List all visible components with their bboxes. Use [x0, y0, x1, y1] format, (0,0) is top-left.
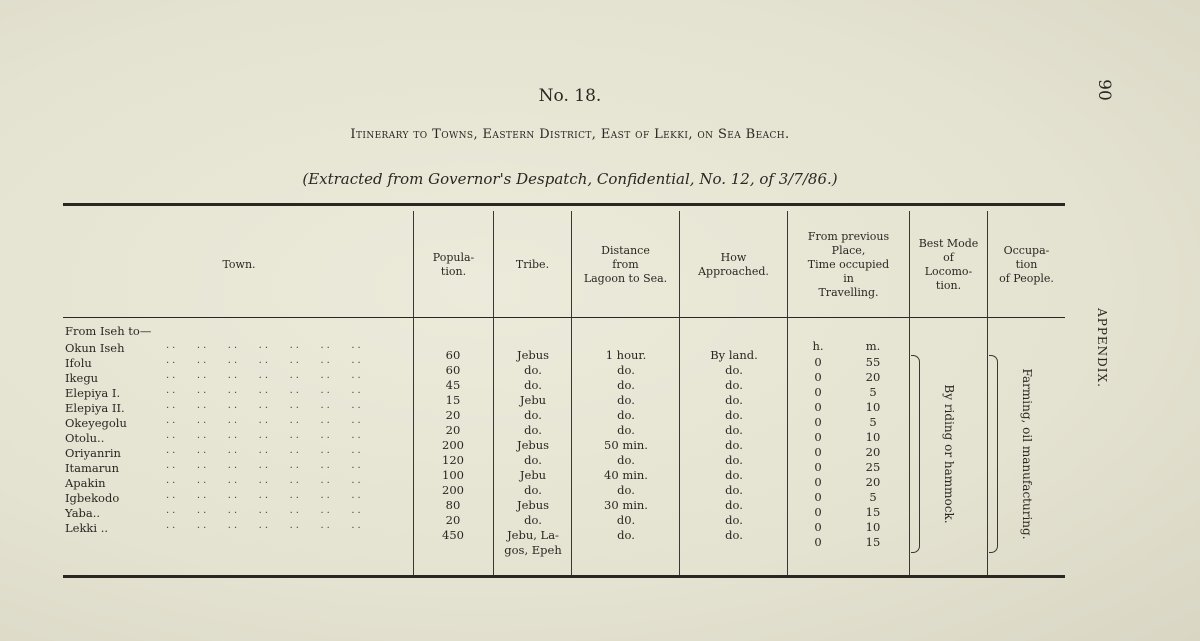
distance-value: do. — [617, 423, 635, 437]
locomotion-brace — [911, 355, 920, 553]
table-bottom-rule — [63, 575, 1065, 578]
town-name: Elepiya II. — [65, 401, 125, 415]
population-value: 15 — [445, 393, 461, 407]
leader-dots: ·· ·· ·· ·· ·· ·· ·· — [166, 418, 364, 429]
header-population: Popula- tion. — [432, 250, 475, 278]
distance-value: 40 min. — [604, 468, 648, 482]
approach-value: By land. — [710, 348, 758, 362]
hours-value: 0 — [814, 535, 822, 549]
town-name: Oriyanrin — [65, 446, 121, 460]
minutes-value: 5 — [869, 415, 877, 429]
approach-value: do. — [725, 408, 743, 422]
document-subtitle: (Extracted from Governor's Despatch, Confidential, No. 12, of 3/7/86.) — [302, 170, 838, 188]
population-value: 120 — [442, 453, 464, 467]
tribe-value: Jebu — [519, 468, 547, 482]
leader-dots: ·· ·· ·· ·· ·· ·· ·· — [166, 343, 364, 354]
leader-dots: ·· ·· ·· ·· ·· ·· ·· — [166, 448, 364, 459]
header-tribe: Tribe. — [515, 257, 550, 271]
minutes-value: 20 — [865, 475, 881, 489]
minutes-unit-label: m. — [865, 339, 881, 353]
minutes-value: 5 — [869, 385, 877, 399]
leader-dots: ·· ·· ·· ·· ·· ·· ·· — [166, 388, 364, 399]
distance-value: do. — [617, 363, 635, 377]
leader-dots: ·· ·· ·· ·· ·· ·· ·· — [166, 373, 364, 384]
leader-dots: ·· ·· ·· ·· ·· ·· ·· — [166, 478, 364, 489]
population-value: 20 — [445, 423, 461, 437]
from-label: From Iseh to— — [65, 324, 152, 338]
header-time: From previous Place, Time occupied in Travelling. — [807, 229, 890, 299]
tribe-value: do. — [524, 513, 542, 527]
population-value: 450 — [442, 528, 464, 542]
minutes-value: 10 — [865, 520, 881, 534]
minutes-value: 15 — [865, 535, 881, 549]
leader-dots: ·· ·· ·· ·· ·· ·· ·· — [166, 508, 364, 519]
hours-value: 0 — [814, 415, 822, 429]
leader-dots: ·· ·· ·· ·· ·· ·· ·· — [166, 433, 364, 444]
minutes-value: 25 — [865, 460, 881, 474]
approach-value: do. — [725, 513, 743, 527]
town-name: Itamarun — [65, 461, 120, 475]
occupation-value: Farming, oil manufacturing. — [1020, 368, 1034, 540]
leader-dots: ·· ·· ·· ·· ·· ·· ·· — [166, 358, 364, 369]
page-number: 90 — [1094, 79, 1114, 101]
population-value: 45 — [445, 378, 461, 392]
tribe-value: do. — [524, 483, 542, 497]
locomotion-value: By riding or hammock. — [942, 384, 956, 524]
town-name: Otolu.. — [65, 431, 105, 445]
tribe-value: do. — [524, 378, 542, 392]
hours-value: 0 — [814, 370, 822, 384]
document-number: No. 18. — [538, 86, 602, 106]
distance-value: do. — [617, 393, 635, 407]
distance-value: 30 min. — [604, 498, 648, 512]
hours-unit-label: h. — [812, 339, 824, 353]
tribe-value: Jebus — [516, 348, 550, 362]
document-title: Itinerary to Towns, Eastern District, East of Lekki, on Sea Beach. — [350, 127, 790, 142]
distance-value: do. — [617, 483, 635, 497]
hours-value: 0 — [814, 490, 822, 504]
tribe-value: do. — [524, 363, 542, 377]
header-locomotion: Best Mode of Locomo- tion. — [918, 236, 979, 292]
leader-dots: ·· ·· ·· ·· ·· ·· ·· — [166, 403, 364, 414]
appendix-label: APPENDIX. — [1095, 308, 1109, 388]
approach-value: do. — [725, 528, 743, 542]
hours-value: 0 — [814, 430, 822, 444]
minutes-value: 20 — [865, 370, 881, 384]
distance-value: do. — [617, 378, 635, 392]
tribe-value: Jebu — [519, 393, 547, 407]
town-name: Elepiya I. — [65, 386, 121, 400]
hours-value: 0 — [814, 505, 822, 519]
tribe-value: do. — [524, 423, 542, 437]
town-name: Ikegu — [65, 371, 99, 385]
town-name: Igbekodo — [65, 491, 120, 505]
hours-value: 0 — [814, 400, 822, 414]
table-top-rule — [63, 203, 1065, 206]
town-name: Lekki .. — [65, 521, 109, 535]
distance-value: do. — [617, 408, 635, 422]
minutes-value: 15 — [865, 505, 881, 519]
town-name: Okun Iseh — [65, 341, 125, 355]
population-value: 60 — [445, 348, 461, 362]
header-approach: How Approached. — [698, 250, 769, 278]
distance-value: do. — [617, 528, 635, 542]
minutes-value: 10 — [865, 430, 881, 444]
tribe-value: do. — [524, 408, 542, 422]
approach-value: do. — [725, 483, 743, 497]
hours-value: 0 — [814, 445, 822, 459]
distance-value: do. — [617, 453, 635, 467]
approach-value: do. — [725, 393, 743, 407]
population-value: 20 — [445, 513, 461, 527]
population-value: 60 — [445, 363, 461, 377]
distance-value: d0. — [616, 513, 636, 527]
approach-value: do. — [725, 423, 743, 437]
leader-dots: ·· ·· ·· ·· ·· ·· ·· — [166, 463, 364, 474]
hours-value: 0 — [814, 520, 822, 534]
population-value: 20 — [445, 408, 461, 422]
minutes-value: 5 — [869, 490, 877, 504]
approach-value: do. — [725, 468, 743, 482]
header-occupation: Occupa- tion of People. — [999, 243, 1054, 285]
approach-value: do. — [725, 498, 743, 512]
minutes-value: 10 — [865, 400, 881, 414]
tribe-value: Jebus — [516, 438, 550, 452]
approach-value: do. — [725, 363, 743, 377]
minutes-value: 55 — [865, 355, 881, 369]
tribe-value: do. — [524, 453, 542, 467]
tribe-value: Jebus — [516, 498, 550, 512]
distance-value: 50 min. — [604, 438, 648, 452]
population-value: 100 — [442, 468, 464, 482]
population-value: 80 — [445, 498, 461, 512]
hours-value: 0 — [814, 385, 822, 399]
header-town: Town. — [222, 257, 256, 271]
hours-value: 0 — [814, 355, 822, 369]
approach-value: do. — [725, 453, 743, 467]
header-distance: Distance from Lagoon to Sea. — [583, 243, 668, 285]
hours-value: 0 — [814, 460, 822, 474]
occupation-brace — [989, 355, 998, 553]
population-value: 200 — [442, 438, 464, 452]
tribe-value-continued: gos, Epeh — [504, 543, 562, 557]
town-name: Ifolu — [65, 356, 92, 370]
leader-dots: ·· ·· ·· ·· ·· ·· ·· — [166, 523, 364, 534]
distance-value: 1 hour. — [605, 348, 647, 362]
town-name: Yaba.. — [65, 506, 101, 520]
approach-value: do. — [725, 378, 743, 392]
leader-dots: ·· ·· ·· ·· ·· ·· ·· — [166, 493, 364, 504]
town-name: Okeyegolu — [65, 416, 127, 430]
minutes-value: 20 — [865, 445, 881, 459]
town-name: Apakin — [65, 476, 106, 490]
tribe-value: Jebu, La- — [507, 528, 559, 542]
population-value: 200 — [442, 483, 464, 497]
hours-value: 0 — [814, 475, 822, 489]
approach-value: do. — [725, 438, 743, 452]
